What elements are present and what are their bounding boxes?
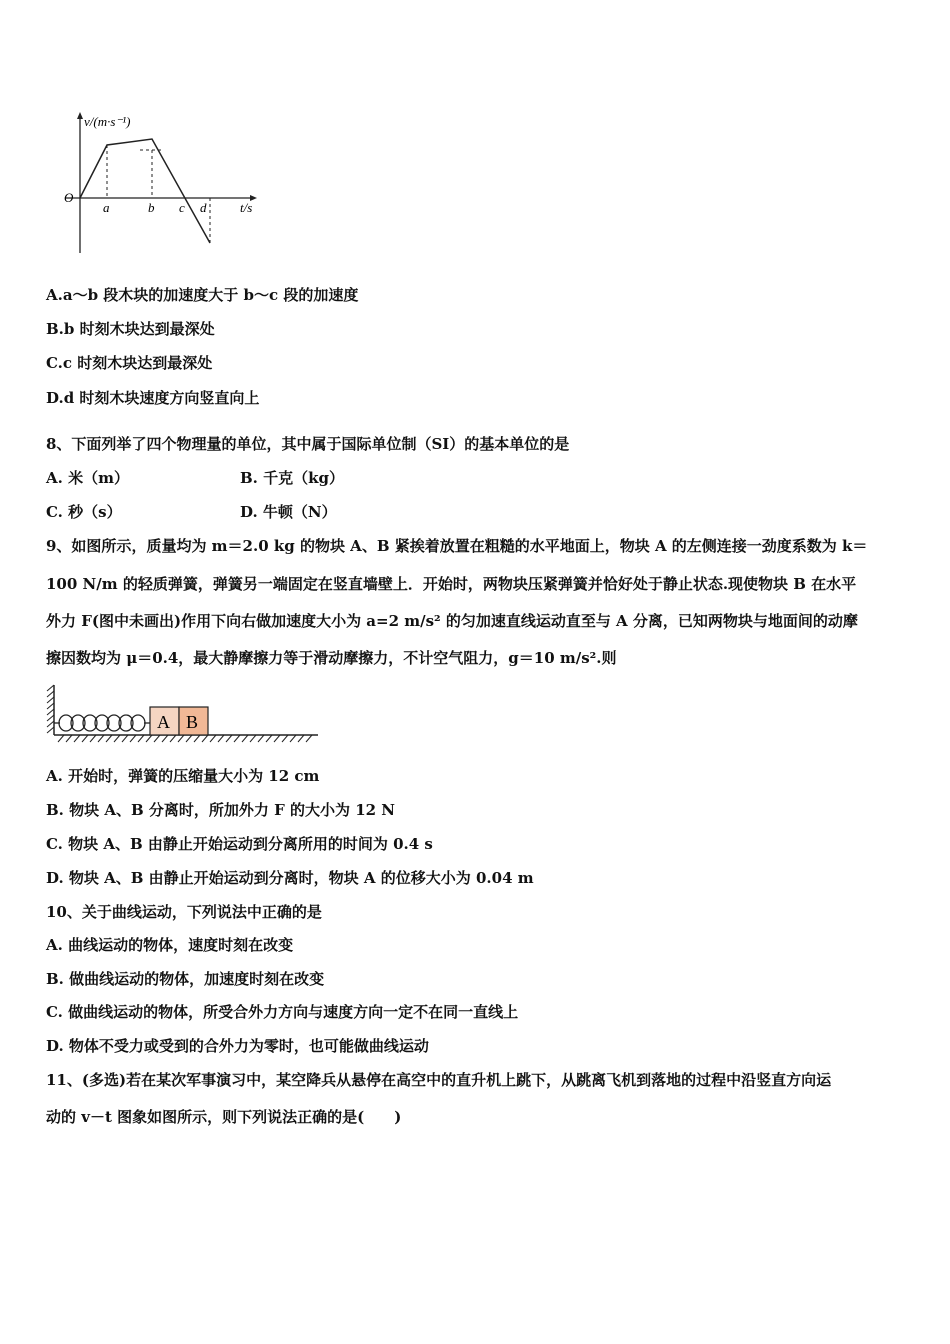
tick-label-b: b: [148, 200, 155, 215]
q11-stem-line2: 动的 v－t 图象如图所示，则下列说法正确的是( ): [46, 1108, 402, 1126]
tick-label-c: c: [179, 200, 185, 215]
velocity-time-graph: [60, 108, 270, 258]
wall-hatching: [47, 685, 54, 733]
velocity-curve: [80, 139, 210, 243]
q8-stem: 8、下面列举了四个物理量的单位，其中属于国际单位制（SI）的基本单位的是: [46, 435, 570, 453]
y-axis-label: v/(m·s⁻¹): [84, 114, 131, 129]
q7-option-d: D.d 时刻木块速度方向竖直向上: [46, 389, 260, 407]
q9-stem-line1: 9、如图所示，质量均为 m＝2.0 kg 的物块 A、B 紧挨着放置在粗糙的水平地面上，物块 A 的左侧连接一劲度系数为 k＝: [46, 537, 868, 555]
tick-label-a: a: [103, 200, 110, 215]
q9-option-b: B. 物块 A、B 分离时，所加外力 F 的大小为 12 N: [46, 801, 396, 819]
y-axis-arrow: [77, 112, 83, 119]
q8-option-c: C. 秒（s）: [46, 503, 122, 521]
x-axis-label: t/s: [240, 200, 253, 215]
q8-option-a: A. 米（m）: [46, 469, 129, 487]
q10-option-a: A. 曲线运动的物体，速度时刻在改变: [46, 936, 294, 954]
q9-option-c: C. 物块 A、B 由静止开始运动到分离所用的时间为 0.4 s: [46, 835, 433, 853]
q8-option-d: D. 牛顿（N）: [240, 503, 337, 521]
q10-option-d: D. 物体不受力或受到的合外力为零时，也可能做曲线运动: [46, 1037, 429, 1055]
q9-option-d: D. 物块 A、B 由静止开始运动到分离时，物块 A 的位移大小为 0.04 m: [46, 869, 534, 887]
q10-option-c: C. 做曲线运动的物体，所受合外力方向与速度方向一定不在同一直线上: [46, 1003, 519, 1021]
q10-stem: 10、关于曲线运动，下列说法中正确的是: [46, 903, 322, 921]
ground-hatching: [58, 735, 312, 742]
spring-blocks-figure: [44, 683, 324, 745]
q9-stem-line4: 擦因数均为 μ＝0.4，最大静摩擦力等于滑动摩擦力，不计空气阻力，g＝10 m/s².则: [46, 649, 617, 667]
origin-label: O: [64, 190, 74, 205]
tick-label-d: d: [200, 200, 207, 215]
q9-stem-line3: 外力 F(图中未画出)作用下向右做加速度大小为 a=2 m/s² 的匀加速直线运动直至与 A 分离，已知两物块与地面间的动摩: [46, 612, 858, 630]
block-b-label: B: [186, 712, 199, 732]
q11-stem-line1: 11、(多选)若在某次军事演习中，某空降兵从悬停在高空中的直升机上跳下，从跳离飞机到落地的过程中沿竖直方向运: [46, 1071, 832, 1089]
q9-stem-line2: 100 N/m 的轻质弹簧，弹簧另一端固定在竖直墙壁上．开始时，两物块压紧弹簧并恰好处于静止状态.现使物块 B 在水平: [46, 575, 857, 593]
q7-option-c: C.c 时刻木块达到最深处: [46, 354, 213, 372]
q7-option-b: B.b 时刻木块达到最深处: [46, 320, 215, 338]
q10-option-b: B. 做曲线运动的物体，加速度时刻在改变: [46, 970, 325, 988]
q9-option-a: A. 开始时，弹簧的压缩量大小为 12 cm: [46, 767, 320, 785]
block-a-label: A: [157, 712, 170, 732]
q8-option-b: B. 千克（kg）: [240, 469, 345, 487]
spring: [54, 715, 150, 731]
q7-option-a: A.a～b 段木块的加速度大于 b～c 段的加速度: [46, 286, 359, 304]
